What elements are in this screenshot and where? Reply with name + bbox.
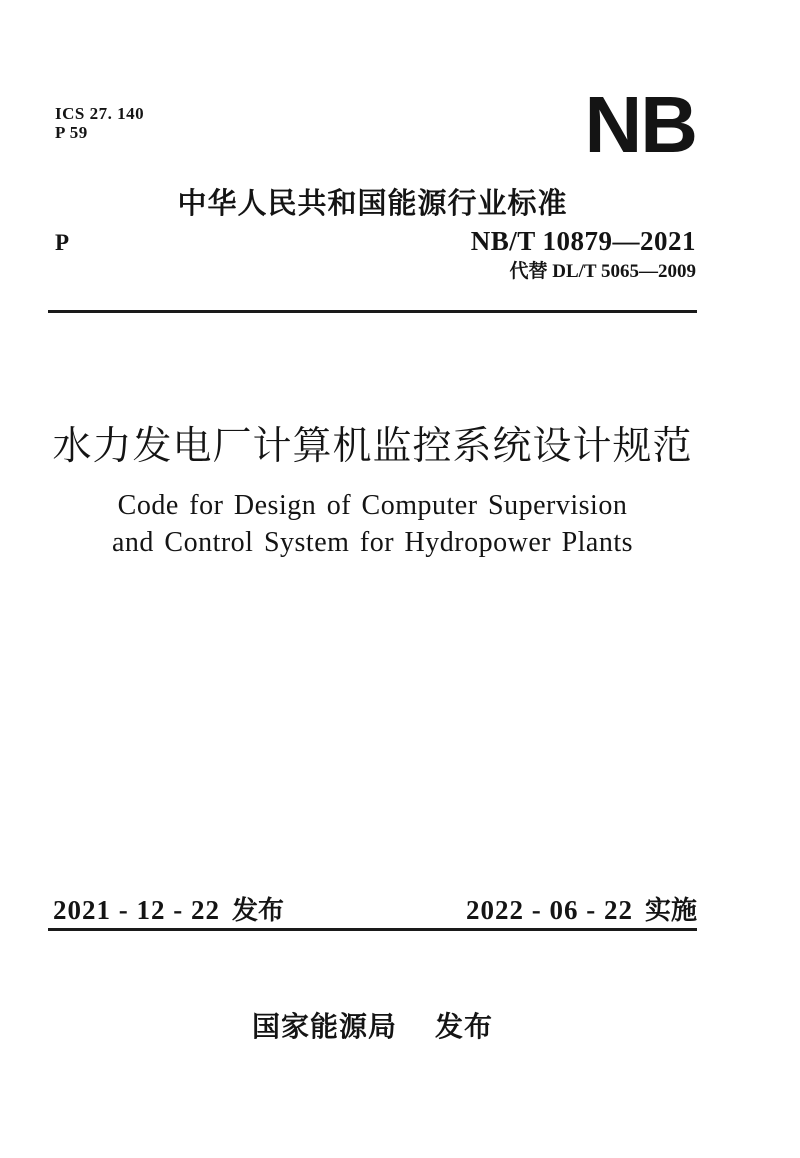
china-classification-code: P 59 <box>55 123 88 142</box>
standard-title-english-line2: and Control System for Hydropower Plants <box>111 527 634 558</box>
standard-title-english <box>48 487 697 561</box>
standard-number-block <box>471 226 696 283</box>
footer-divider-rule <box>48 928 697 931</box>
standard-category-title: 中华人民共和国能源行业标准 <box>177 188 568 220</box>
publish-action-label: 发布 <box>435 1011 494 1042</box>
header-divider-rule <box>48 310 697 313</box>
standard-number: NB/T 10879—2021 <box>470 226 696 256</box>
implementation-date-label: 实施 <box>644 895 697 925</box>
issue-date-group <box>48 890 284 927</box>
implementation-date: 2022 - 06 - 22 <box>466 895 633 925</box>
nb-standard-logo: NB <box>584 80 696 169</box>
standard-title-english-line1: Code for Design of Computer Supervision <box>117 490 628 521</box>
standard-title-chinese: 水力发电厂计算机监控系统设计规范 <box>52 425 693 468</box>
ics-classification-block <box>55 104 144 142</box>
issue-date-label: 发布 <box>231 895 284 925</box>
implementation-date-group <box>466 890 697 927</box>
publisher-name: 国家能源局 <box>251 1011 397 1042</box>
document-class-letter: P <box>55 230 70 255</box>
dates-row <box>48 890 697 927</box>
replaces-note: 代替 DL/T 5065—2009 <box>509 261 696 282</box>
ics-code: ICS 27. 140 <box>55 104 145 123</box>
issue-date: 2021 - 12 - 22 <box>53 895 220 925</box>
publisher-row <box>48 1005 697 1045</box>
